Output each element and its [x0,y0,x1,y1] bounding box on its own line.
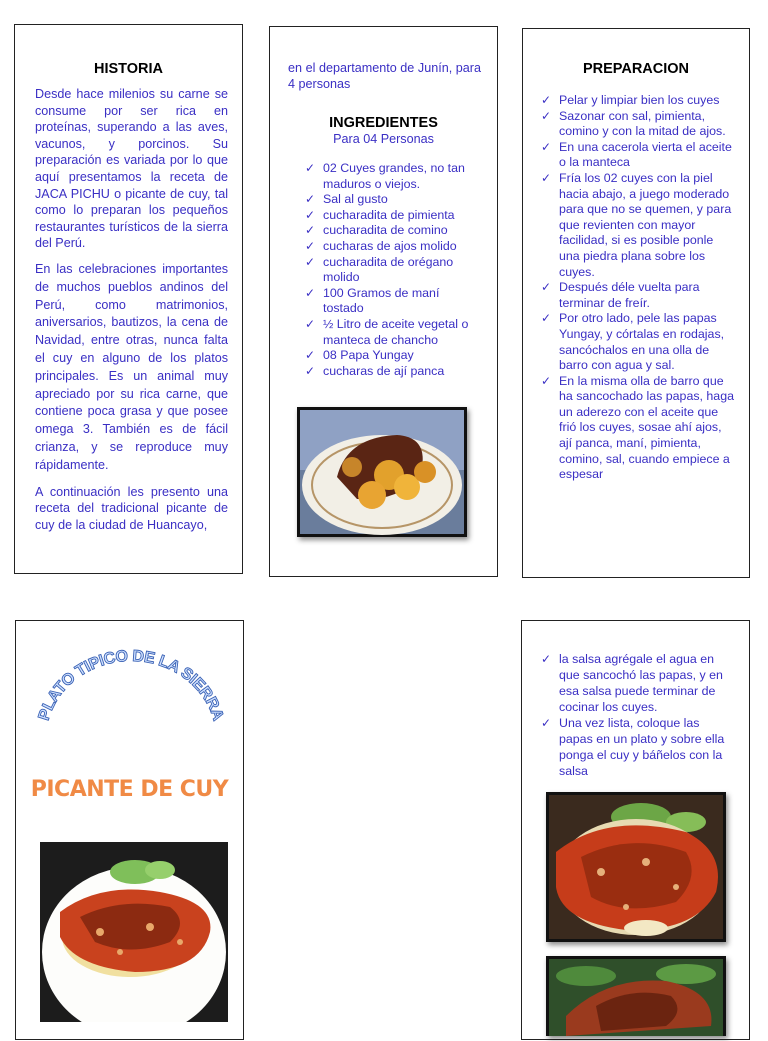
historia-paragraph-1: Desde hace milenios su carne se consume por ser rica en proteínas, superando a las aves, vacunos, y porcinos. Su preparación es variada por lo que aquí presentamos la receta de JACA PICHU o picante de cuy, tal como lo preparan los pequeños restaurantes turísticos de la sierra del Perú. [35,87,228,251]
checkmark-icon: ✓ [541,652,552,666]
checkmark-icon: ✓ [541,108,552,123]
final-step: ✓ Una vez lista, coloque las papas en un plato y sobre ella ponga el cuy y báñelos con la salsa [541,716,725,778]
ingredient-item: ✓ 08 Papa Yungay [305,348,414,363]
checkmark-icon: ✓ [305,207,316,222]
plated-cuy-photo [546,792,726,942]
checkmark-icon: ✓ [305,363,316,378]
preparacion-panel [522,28,750,578]
ingredient-item: ✓ cucharas de ají panca [305,363,445,378]
preparacion-step: ✓ Pelar y limpiar bien los cuyes [541,93,720,107]
checkmark-icon: ✓ [305,348,316,363]
arc-title-text: PLATO TIPICO DE LA SIERRA [35,647,227,723]
final-step: ✓ la salsa agrégale el agua en que sancochó las papas, y en esa salsa puede terminar de cocinar los cuyes. [541,652,723,714]
ingredientes-intro: en el departamento de Junín, para 4 personas [288,61,481,91]
ingredientes-list [305,161,479,379]
ingredient-item: ✓ cucharadita de comino [305,223,448,238]
picante-de-cuy-photo [40,842,228,1022]
arc-title [16,621,243,761]
cover-title: PICANTE DE CUY [30,777,229,802]
cover-panel [15,620,244,1040]
checkmark-icon: ✓ [305,238,316,253]
preparacion-list [541,93,735,483]
checkmark-icon: ✓ [305,285,316,300]
ingredient-item: ✓ 100 Gramos de maní tostado [305,285,440,316]
checkmark-icon: ✓ [541,373,552,388]
ingredient-item: ✓ 02 Cuyes grandes, no tan maduros o viejos. [305,161,465,191]
ingredientes-subtitle: Para 04 Personas [333,132,434,146]
historia-title: HISTORIA [93,61,164,77]
final-steps-list [541,651,735,779]
second-cuy-photo [546,956,726,1036]
preparacion-step: ✓ Sazonar con sal, pimienta, comino y con la mitad de ajos. [541,108,726,139]
historia-paragraph-2: En las celebraciones importantes de muchos pueblos andinos del Perú, como matrimonios, aniversarios, bautizos, la cena de Navidad, entre otras, nunca falta el cuy en alguno de los platos principales. Es un animal muy apreciado por su rica carne, que contiene poca grasa y que posee omega 3. También es de fácil crianza, y se reproduce muy rápidamente. [35,261,228,472]
fried-cuy-photo [297,407,467,537]
ingredient-item: ✓ cucharas de ajos molido [305,238,457,253]
checkmark-icon: ✓ [305,192,316,207]
checkmark-icon: ✓ [541,716,552,730]
checkmark-icon: ✓ [541,170,552,185]
preparacion-step: ✓ En la misma olla de barro que ha sancochado las papas, haga un aderezo con el aceite que frió los cuyes, sosae ahí ajos, ají panca, maní, pimienta, comino, sal, cuando empiece a espesar [541,373,734,482]
ingredientes-title: INGREDIENTES [329,115,438,131]
preparacion-step: ✓ Por otro lado, pele las papas Yungay, y córtalas en rodajas, sancóchalos en una olla de barro con agua y sal. [541,311,725,373]
checkmark-icon: ✓ [541,280,552,295]
ingredient-item: ✓ cucharadita de pimienta [305,207,455,222]
checkmark-icon: ✓ [541,139,552,154]
ingredient-item: ✓ ½ Litro de aceite vegetal o manteca de chancho [305,316,469,347]
checkmark-icon: ✓ [541,93,552,107]
checkmark-icon: ✓ [305,223,316,238]
preparacion-title: PREPARACION [582,61,690,77]
checkmark-icon: ✓ [305,161,316,175]
final-panel [521,620,750,1040]
svg-text:PLATO TIPICO DE LA SIERRA [36,648,227,723]
preparacion-step: ✓ Fría los 02 cuyes con la piel hacia abajo, a juego moderado para que no se quemen, y para que revienten con mayor facilidad, si es posible ponle una piedra plana sobre los cuyes. [541,170,732,279]
preparacion-step: ✓ Después déle vuelta para terminar de freír. [541,280,700,310]
ingredient-item: ✓ Sal al gusto [305,192,388,207]
preparacion-step: ✓ En una cacerola vierta el aceite o la manteca [541,139,732,170]
checkmark-icon: ✓ [305,316,316,331]
ingredientes-panel [269,26,498,577]
checkmark-icon: ✓ [541,311,552,326]
checkmark-icon: ✓ [305,254,316,269]
historia-panel [14,24,243,574]
historia-paragraph-3: A continuación les presento una receta del tradicional picante de cuy de la ciudad de Huancayo, [35,484,228,532]
ingredient-item: ✓ cucharadita de orégano molido [305,254,454,285]
